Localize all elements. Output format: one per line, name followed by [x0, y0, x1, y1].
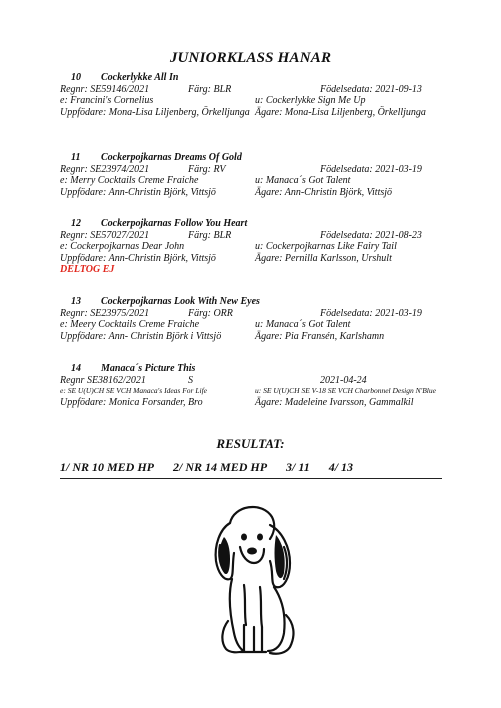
cocker-spaniel-icon	[200, 495, 305, 660]
dog-name: Cockerlykke All In	[101, 72, 179, 83]
results-line	[60, 460, 442, 479]
entry-13	[60, 296, 455, 342]
color: Färg: RV	[188, 163, 226, 175]
entry-11	[60, 152, 455, 198]
dam: u: Manaca´s Got Talent	[255, 175, 351, 186]
breeder: Uppfödare: Ann-Christin Björk, Vittsjö	[60, 186, 216, 198]
dam: u: Cockerlykke Sign Me Up	[255, 95, 366, 106]
color: Färg: BLR	[188, 83, 232, 95]
entry-header	[60, 296, 455, 308]
dog-name: Manaca´s Picture This	[101, 363, 196, 374]
entry-header	[60, 152, 455, 164]
owner: Ägare: Mona-Lisa Liljenberg, Örkelljunga	[255, 106, 426, 118]
regnr: Regnr: SE23974/2021	[60, 163, 150, 175]
parents-row	[60, 175, 455, 187]
entry-number: 12	[71, 218, 81, 229]
entry-number: 11	[71, 152, 81, 163]
breeder-owner-row	[60, 253, 455, 265]
entry-header	[60, 72, 455, 84]
regnr: Regnr: SE57027/2021	[60, 229, 150, 241]
breeder: Uppfödare: Monica Forsander, Bro	[60, 397, 203, 408]
registration-row	[60, 375, 455, 387]
sire: e: Merry Cocktails Creme Fraiche	[60, 175, 199, 186]
sire: e: Cockerpojkarnas Dear John	[60, 241, 185, 252]
entry-header	[60, 218, 455, 230]
breeder: Uppfödare: Ann-Christin Björk, Vittsjö	[60, 252, 216, 264]
entry-12	[60, 218, 455, 276]
dog-name: Cockerpojkarnas Dreams Of Gold	[101, 152, 242, 163]
breeder: Uppfödare: Mona-Lisa Liljenberg, Örkelljunga	[60, 106, 250, 118]
breeder-owner-row	[60, 187, 455, 199]
regnr: Regnr SE38162/2021	[60, 374, 146, 386]
birth-date: Födelsedata: 2021-03-19	[320, 163, 422, 175]
entry-10	[60, 72, 455, 118]
owner: Ägare: Pia Fransén, Karlshamn	[255, 330, 385, 342]
entry-number: 10	[71, 72, 81, 83]
dam: u: Cockerpojkarnas Like Fairy Tail	[255, 241, 397, 252]
birth-date: 2021-04-24	[320, 374, 367, 386]
sire: e: SE U(U)CH SE VCH Manaca's Ideas For Life	[60, 386, 207, 395]
breeder-owner-row	[60, 331, 455, 343]
entry-header	[60, 363, 455, 375]
parents-row	[60, 95, 455, 107]
dog-name: Cockerpojkarnas Follow You Heart	[101, 218, 248, 229]
registration-row	[60, 84, 455, 96]
sire: e: Meery Cocktails Creme Fraiche	[60, 319, 200, 330]
owner: Ägare: Madeleine Ivarsson, Gammalkil	[255, 397, 414, 408]
regnr: Regnr: SE59146/2021	[60, 83, 150, 95]
absence-status: DELTOG EJ	[60, 264, 115, 275]
sire: e: Francini's Cornelius	[60, 95, 154, 106]
owner: Ägare: Pernilla Karlsson, Urshult	[255, 252, 392, 264]
regnr: Regnr: SE23975/2021	[60, 307, 150, 319]
entry-number: 13	[71, 296, 81, 307]
results-title: RESULTAT:	[216, 436, 285, 451]
result-3: 3/ 11	[286, 460, 310, 474]
dog-name: Cockerpojkarnas Look With New Eyes	[101, 296, 260, 307]
entry-number: 14	[71, 363, 81, 374]
birth-date: Födelsedata: 2021-08-23	[320, 229, 422, 241]
result-4: 4/ 13	[328, 460, 354, 474]
dam: u: SE U(U)CH SE V-18 SE VCH Charbonnel Design N'Blue	[255, 386, 436, 395]
registration-row	[60, 308, 455, 320]
result-1: 1/ NR 10 MED HP	[60, 460, 155, 474]
owner: Ägare: Ann-Christin Björk, Vittsjö	[255, 186, 393, 198]
parents-row	[60, 241, 455, 253]
breeder-owner-row	[60, 397, 455, 409]
color: S	[188, 374, 193, 386]
birth-date: Födelsedata: 2021-03-19	[320, 307, 422, 319]
dam: u: Manaca´s Got Talent	[255, 319, 351, 330]
registration-row	[60, 164, 455, 176]
parents-row	[60, 319, 455, 331]
parents-row	[60, 386, 455, 395]
registration-row	[60, 230, 455, 242]
color: Färg: ORR	[188, 307, 233, 319]
entry-14	[60, 363, 455, 409]
birth-date: Födelsedata: 2021-09-13	[320, 83, 422, 95]
class-title: JUNIORKLASS HANAR	[169, 50, 332, 66]
breeder: Uppfödare: Ann- Christin Björk i Vittsjö	[60, 330, 222, 342]
breeder-owner-row	[60, 107, 455, 119]
result-2: 2/ NR 14 MED HP	[173, 460, 268, 474]
color: Färg: BLR	[188, 229, 232, 241]
